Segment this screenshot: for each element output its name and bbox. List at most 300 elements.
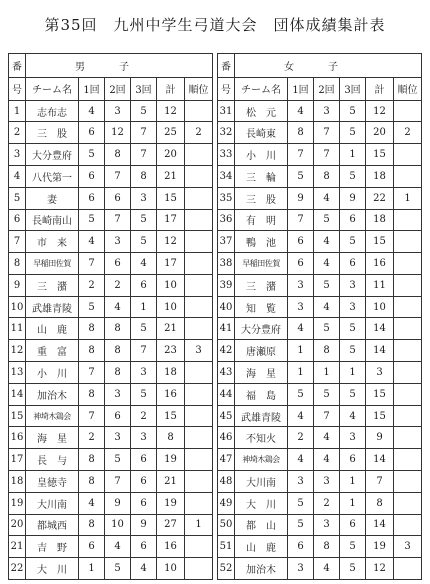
round3-score: 3 — [340, 274, 366, 296]
table-row — [218, 427, 422, 449]
table-row — [9, 558, 213, 580]
round1-score: 8 — [79, 449, 105, 471]
team-number: 38 — [218, 253, 235, 275]
total-score: 21 — [157, 318, 185, 340]
team-name: 大 川 — [26, 558, 79, 580]
round3-score: 6 — [340, 514, 366, 536]
team-number: 32 — [218, 122, 235, 144]
round3-score: 5 — [340, 383, 366, 405]
rank-header: 順位 — [394, 77, 422, 100]
team-number: 43 — [218, 362, 235, 384]
round2-score: 8 — [105, 362, 131, 384]
round3-score: 5 — [340, 100, 366, 122]
team-number: 15 — [9, 405, 26, 427]
table-row — [218, 122, 422, 144]
round1-score: 8 — [79, 340, 105, 362]
table-row — [218, 449, 422, 471]
total-score: 18 — [366, 166, 394, 188]
round3-score: 3 — [131, 362, 157, 384]
team-number: 9 — [9, 274, 26, 296]
team-name: 大川南 — [235, 470, 288, 492]
team-name: 福 島 — [235, 383, 288, 405]
rank — [185, 470, 213, 492]
round3-score: 6 — [131, 536, 157, 558]
round3-score: 4 — [340, 405, 366, 427]
total-header: 計 — [157, 77, 185, 100]
team-name: 三 潴 — [235, 274, 288, 296]
rank — [185, 253, 213, 275]
round1-score: 4 — [79, 231, 105, 253]
round3-score: 1 — [340, 362, 366, 384]
boys-label: 男子 — [26, 54, 213, 78]
rank — [185, 362, 213, 384]
total-score: 9 — [366, 427, 394, 449]
round3-score: 5 — [131, 383, 157, 405]
total-score: 14 — [366, 514, 394, 536]
round2-score: 5 — [314, 383, 340, 405]
number-header-bottom: 号 — [9, 77, 26, 100]
round1-score: 6 — [288, 536, 314, 558]
team-number: 51 — [218, 536, 235, 558]
round3-score: 9 — [340, 187, 366, 209]
round2-score: 4 — [314, 449, 340, 471]
total-score: 7 — [366, 470, 394, 492]
team-number: 41 — [218, 318, 235, 340]
total-score: 8 — [157, 427, 185, 449]
team-name: 三 股 — [235, 187, 288, 209]
rank: 3 — [394, 536, 422, 558]
page-title: 第35回 九州中学生弓道大会 団体成績集計表 — [44, 16, 386, 34]
round1-score: 8 — [79, 383, 105, 405]
round3-score: 5 — [340, 318, 366, 340]
round1-score: 2 — [79, 274, 105, 296]
team-number: 34 — [218, 166, 235, 188]
round1-score: 4 — [288, 100, 314, 122]
team-name: 鴨 池 — [235, 231, 288, 253]
team-name: 有 明 — [235, 209, 288, 231]
rank — [185, 405, 213, 427]
round3-score: 6 — [340, 449, 366, 471]
round2-score: 4 — [105, 536, 131, 558]
rank: 2 — [394, 122, 422, 144]
team-name: 海 星 — [235, 362, 288, 384]
team-name: 妻 — [26, 187, 79, 209]
round3-score: 9 — [131, 514, 157, 536]
team-name: 加治木 — [235, 558, 288, 580]
team-name: 都 山 — [235, 514, 288, 536]
rank — [394, 231, 422, 253]
table-row — [218, 318, 422, 340]
total-score: 15 — [366, 383, 394, 405]
round2-score: 8 — [105, 144, 131, 166]
total-score: 17 — [157, 253, 185, 275]
round1-score: 3 — [288, 274, 314, 296]
rank — [394, 383, 422, 405]
table-row — [218, 492, 422, 514]
total-score: 12 — [157, 231, 185, 253]
total-score: 15 — [157, 187, 185, 209]
team-number: 37 — [218, 231, 235, 253]
team-number: 1 — [9, 100, 26, 122]
round1-score: 6 — [79, 536, 105, 558]
round3-score: 6 — [131, 449, 157, 471]
rank — [394, 209, 422, 231]
team-name: 神埼木鶏会 — [26, 405, 79, 427]
round3-score: 7 — [131, 144, 157, 166]
team-number: 39 — [218, 274, 235, 296]
rank — [185, 100, 213, 122]
round2-score: 3 — [105, 100, 131, 122]
round1-score: 6 — [79, 187, 105, 209]
team-name: 早稲田佐賀 — [26, 253, 79, 275]
rank — [185, 318, 213, 340]
total-score: 3 — [366, 362, 394, 384]
number-header-bottom: 号 — [218, 77, 235, 100]
table-row — [9, 187, 213, 209]
total-score: 14 — [366, 318, 394, 340]
team-name: 神埼木鶏会 — [235, 449, 288, 471]
team-name: 長崎東 — [235, 122, 288, 144]
total-score: 12 — [157, 100, 185, 122]
round2-score: 4 — [314, 427, 340, 449]
table-row — [218, 166, 422, 188]
table-row — [218, 296, 422, 318]
team-number: 52 — [218, 558, 235, 580]
team-number: 46 — [218, 427, 235, 449]
round2-score: 3 — [314, 470, 340, 492]
round3-score: 5 — [340, 231, 366, 253]
team-number: 47 — [218, 449, 235, 471]
total-score: 19 — [366, 536, 394, 558]
round2-score: 2 — [314, 492, 340, 514]
table-row — [9, 340, 213, 362]
rank — [394, 427, 422, 449]
rank — [185, 209, 213, 231]
total-header: 計 — [366, 77, 394, 100]
rank — [394, 470, 422, 492]
rank: 1 — [185, 514, 213, 536]
round2-score: 4 — [314, 231, 340, 253]
round1-score: 6 — [288, 253, 314, 275]
team-number: 6 — [9, 209, 26, 231]
team-number: 36 — [218, 209, 235, 231]
rank: 2 — [185, 122, 213, 144]
team-name: 加治木 — [26, 383, 79, 405]
round1-score: 1 — [79, 558, 105, 580]
rank — [185, 536, 213, 558]
team-name: 松 元 — [235, 100, 288, 122]
rank — [394, 296, 422, 318]
total-score: 10 — [366, 296, 394, 318]
round1-score: 8 — [79, 514, 105, 536]
round3-score: 1 — [340, 470, 366, 492]
rank — [394, 253, 422, 275]
round2-score: 2 — [105, 274, 131, 296]
total-score: 15 — [366, 144, 394, 166]
round1-score: 7 — [79, 253, 105, 275]
round1-score: 8 — [79, 470, 105, 492]
table-row — [218, 405, 422, 427]
table-row — [9, 231, 213, 253]
round3-score: 5 — [131, 231, 157, 253]
rank — [185, 427, 213, 449]
team-header: チーム名 — [235, 77, 288, 100]
round1-score: 9 — [288, 187, 314, 209]
round1-score: 4 — [288, 405, 314, 427]
round2-score: 1 — [314, 362, 340, 384]
table-row — [218, 514, 422, 536]
table-row — [218, 470, 422, 492]
team-name: 大分豊府 — [26, 144, 79, 166]
team-name: 長 与 — [26, 449, 79, 471]
total-score: 19 — [157, 449, 185, 471]
round2-score: 3 — [105, 427, 131, 449]
round3-score: 5 — [340, 536, 366, 558]
round2-score: 7 — [105, 166, 131, 188]
team-number: 17 — [9, 449, 26, 471]
round3-score: 6 — [340, 209, 366, 231]
team-number: 18 — [9, 470, 26, 492]
total-score: 23 — [157, 340, 185, 362]
round2-score: 4 — [314, 253, 340, 275]
round2-score: 12 — [105, 122, 131, 144]
table-row — [9, 100, 213, 122]
table-row — [218, 100, 422, 122]
rank — [394, 144, 422, 166]
round2-score: 6 — [105, 187, 131, 209]
round3-score: 7 — [131, 122, 157, 144]
round3-score: 1 — [340, 492, 366, 514]
total-score: 8 — [366, 492, 394, 514]
round3-score: 3 — [131, 427, 157, 449]
round1-score: 7 — [79, 362, 105, 384]
total-score: 10 — [157, 296, 185, 318]
round2-score: 7 — [314, 405, 340, 427]
round2-score: 8 — [314, 166, 340, 188]
round1-score: 4 — [288, 449, 314, 471]
round2-score: 5 — [314, 274, 340, 296]
total-score: 17 — [157, 209, 185, 231]
round3-score: 5 — [340, 340, 366, 362]
table-row — [218, 253, 422, 275]
round1-score: 3 — [288, 470, 314, 492]
round1-score: 6 — [79, 166, 105, 188]
team-name: 三 股 — [26, 122, 79, 144]
table-row — [9, 405, 213, 427]
table-row — [9, 492, 213, 514]
team-name: 小 川 — [26, 362, 79, 384]
round3-score: 7 — [131, 340, 157, 362]
team-name: 八代第一 — [26, 166, 79, 188]
round2-score: 4 — [314, 558, 340, 580]
team-number: 4 — [9, 166, 26, 188]
team-number: 3 — [9, 144, 26, 166]
round3-score: 1 — [131, 296, 157, 318]
table-row — [218, 383, 422, 405]
team-number: 14 — [9, 383, 26, 405]
table-row — [218, 231, 422, 253]
team-name: 大分豊府 — [235, 318, 288, 340]
rank — [394, 558, 422, 580]
team-number: 44 — [218, 383, 235, 405]
team-name: 山 鹿 — [26, 318, 79, 340]
table-row — [9, 536, 213, 558]
team-name: 皇徳寺 — [26, 470, 79, 492]
boys-table — [8, 53, 213, 580]
round2-score: 3 — [314, 514, 340, 536]
girls-table — [217, 53, 422, 580]
rank — [394, 449, 422, 471]
team-number: 21 — [9, 536, 26, 558]
team-name: 武雄青陵 — [26, 296, 79, 318]
total-score: 18 — [157, 362, 185, 384]
team-number: 2 — [9, 122, 26, 144]
number-header-top: 番 — [9, 54, 26, 78]
team-number: 48 — [218, 470, 235, 492]
table-row — [9, 296, 213, 318]
total-score: 19 — [157, 492, 185, 514]
total-score: 14 — [366, 340, 394, 362]
team-name: 長崎南山 — [26, 209, 79, 231]
round2-score: 4 — [105, 296, 131, 318]
total-score: 16 — [157, 383, 185, 405]
round3-score: 5 — [131, 318, 157, 340]
team-name: 大川南 — [26, 492, 79, 514]
round1-score: 7 — [288, 144, 314, 166]
round2-score: 7 — [314, 122, 340, 144]
table-row — [218, 187, 422, 209]
total-score: 14 — [366, 449, 394, 471]
team-number: 12 — [9, 340, 26, 362]
total-score: 21 — [157, 470, 185, 492]
rank: 3 — [185, 340, 213, 362]
team-number: 31 — [218, 100, 235, 122]
total-score: 10 — [157, 558, 185, 580]
round3-score: 5 — [131, 209, 157, 231]
round2-score: 8 — [314, 536, 340, 558]
table-row — [9, 362, 213, 384]
round3-score: 6 — [131, 492, 157, 514]
rank — [394, 340, 422, 362]
round3-score: 4 — [131, 253, 157, 275]
team-number: 50 — [218, 514, 235, 536]
table-row — [9, 274, 213, 296]
team-name: 吉 野 — [26, 536, 79, 558]
table-row — [218, 536, 422, 558]
rank — [394, 492, 422, 514]
round1-header: 1回 — [79, 77, 105, 100]
round2-score: 5 — [314, 318, 340, 340]
team-number: 45 — [218, 405, 235, 427]
team-number: 16 — [9, 427, 26, 449]
team-name: 三 潴 — [26, 274, 79, 296]
round1-score: 5 — [288, 383, 314, 405]
table-row — [9, 166, 213, 188]
rank — [185, 231, 213, 253]
round1-score: 8 — [288, 122, 314, 144]
table-row — [218, 362, 422, 384]
round1-score: 4 — [79, 100, 105, 122]
table-row — [9, 427, 213, 449]
rank — [394, 274, 422, 296]
rank — [185, 492, 213, 514]
team-number: 5 — [9, 187, 26, 209]
table-row — [218, 558, 422, 580]
round3-score: 2 — [131, 405, 157, 427]
table-row — [218, 209, 422, 231]
rank — [185, 166, 213, 188]
round2-score: 5 — [314, 209, 340, 231]
round2-score: 3 — [105, 231, 131, 253]
round3-score: 5 — [131, 100, 157, 122]
team-number: 8 — [9, 253, 26, 275]
round1-score: 5 — [288, 492, 314, 514]
round1-score: 1 — [288, 362, 314, 384]
round1-score: 5 — [79, 296, 105, 318]
round1-score: 8 — [79, 318, 105, 340]
team-name: 重 富 — [26, 340, 79, 362]
team-name: 海 星 — [26, 427, 79, 449]
team-number: 7 — [9, 231, 26, 253]
round2-score: 5 — [105, 449, 131, 471]
team-header: チーム名 — [26, 77, 79, 100]
total-score: 15 — [157, 405, 185, 427]
rank — [185, 296, 213, 318]
round3-header: 3回 — [340, 77, 366, 100]
round3-score: 3 — [340, 427, 366, 449]
total-score: 11 — [366, 274, 394, 296]
round2-score: 6 — [105, 405, 131, 427]
team-number: 11 — [9, 318, 26, 340]
rank-header: 順位 — [185, 77, 213, 100]
rank — [185, 274, 213, 296]
table-row — [9, 209, 213, 231]
round3-score: 6 — [131, 274, 157, 296]
team-name: 市 来 — [26, 231, 79, 253]
round3-score: 5 — [340, 122, 366, 144]
round1-score: 4 — [79, 492, 105, 514]
round1-score: 2 — [79, 427, 105, 449]
table-row — [218, 340, 422, 362]
total-score: 25 — [157, 122, 185, 144]
round2-score: 3 — [105, 383, 131, 405]
round2-header: 2回 — [105, 77, 131, 100]
round2-score: 8 — [105, 318, 131, 340]
round2-score: 8 — [314, 340, 340, 362]
total-score: 20 — [157, 144, 185, 166]
team-number: 33 — [218, 144, 235, 166]
round1-score: 5 — [79, 144, 105, 166]
table-row — [9, 383, 213, 405]
total-score: 21 — [157, 166, 185, 188]
team-name: 不知火 — [235, 427, 288, 449]
round1-score: 7 — [79, 405, 105, 427]
round1-score: 1 — [288, 340, 314, 362]
team-number: 22 — [9, 558, 26, 580]
round1-score: 5 — [288, 514, 314, 536]
total-score: 22 — [366, 187, 394, 209]
total-score: 16 — [366, 253, 394, 275]
team-number: 20 — [9, 514, 26, 536]
round2-score: 10 — [105, 514, 131, 536]
table-row — [9, 449, 213, 471]
total-score: 10 — [157, 274, 185, 296]
round2-score: 3 — [314, 100, 340, 122]
table-row — [9, 318, 213, 340]
team-number: 10 — [9, 296, 26, 318]
rank — [185, 144, 213, 166]
rank — [394, 166, 422, 188]
